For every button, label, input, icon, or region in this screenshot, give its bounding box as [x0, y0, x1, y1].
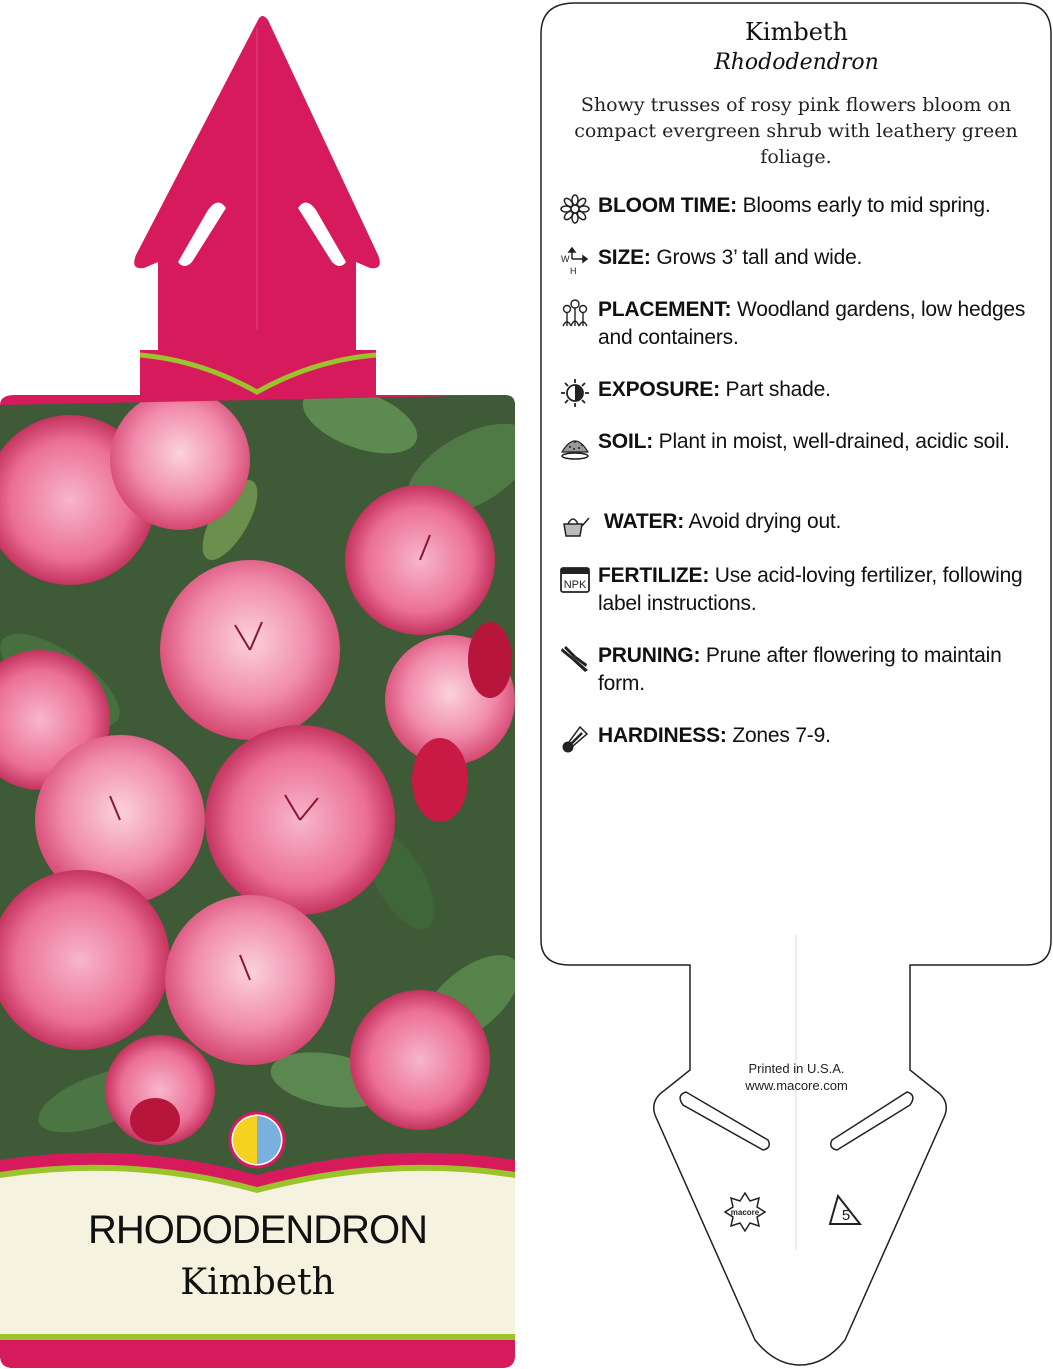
soil-icon — [560, 430, 590, 460]
macore-logo-text: macore — [730, 1208, 760, 1217]
care-label: EXPOSURE: — [598, 378, 720, 401]
care-soil — [560, 428, 1040, 456]
care-label: HARDINESS: — [598, 724, 727, 747]
size-w-label: W — [561, 254, 570, 264]
front-common-name: RHODODENDRON — [87, 1208, 428, 1252]
printed-website: www.macore.com — [745, 1078, 848, 1093]
sun-icon — [560, 378, 590, 408]
recycle-number: 5 — [841, 1207, 851, 1224]
care-label: SIZE: — [598, 246, 651, 269]
size-h-label: H — [570, 266, 577, 276]
care-fertilize — [560, 562, 1040, 618]
care-label: PRUNING: — [598, 644, 701, 667]
care-text: Part shade. — [725, 378, 831, 401]
care-text: Avoid drying out. — [688, 510, 842, 533]
care-pruning — [560, 642, 1040, 698]
care-label: PLACEMENT: — [598, 298, 732, 321]
care-label: SOIL: — [598, 430, 653, 453]
flower-icon — [560, 194, 590, 224]
care-label: WATER: — [604, 510, 685, 533]
care-size — [560, 244, 1040, 276]
care-placement — [560, 296, 1040, 352]
printed-country: Printed in U.S.A. — [748, 1061, 845, 1076]
plants-icon — [560, 298, 590, 328]
care-hardiness — [560, 722, 1040, 750]
watering-can-icon — [560, 510, 590, 540]
care-text: Blooms early to mid spring. — [742, 194, 991, 217]
care-exposure — [560, 376, 1040, 404]
back-cultivar-title: Kimbeth — [744, 18, 849, 46]
care-text: Zones 7-9. — [732, 724, 831, 747]
npk-label: NPK — [563, 579, 587, 591]
thermometer-icon — [560, 724, 590, 754]
npk-icon — [560, 564, 590, 594]
care-bloom-time — [560, 192, 1040, 220]
care-text: Plant in moist, well-drained, acidic soil. — [658, 430, 1010, 453]
care-text: Grows 3’ tall and wide. — [656, 246, 863, 269]
care-label: BLOOM TIME: — [598, 194, 737, 217]
printed-info — [540, 1060, 1053, 1094]
back-genus: Rhododendron — [714, 50, 879, 75]
size-arrows-icon — [560, 246, 590, 276]
care-text: Prune after flowering to maintain form. — [598, 644, 1002, 695]
care-text: Woodland gardens, low hedges and containers. — [598, 298, 1026, 349]
care-text: Use acid-loving fertilizer, following label instructions. — [598, 564, 1023, 615]
front-cultivar: Kimbeth — [180, 1262, 335, 1303]
care-label: FERTILIZE: — [598, 564, 710, 587]
plant-description: Showy trusses of rosy pink flowers bloom on compact evergreen shrub with leathery green foliage. — [574, 94, 1018, 168]
pruners-icon — [560, 644, 590, 674]
care-water — [560, 508, 1040, 536]
